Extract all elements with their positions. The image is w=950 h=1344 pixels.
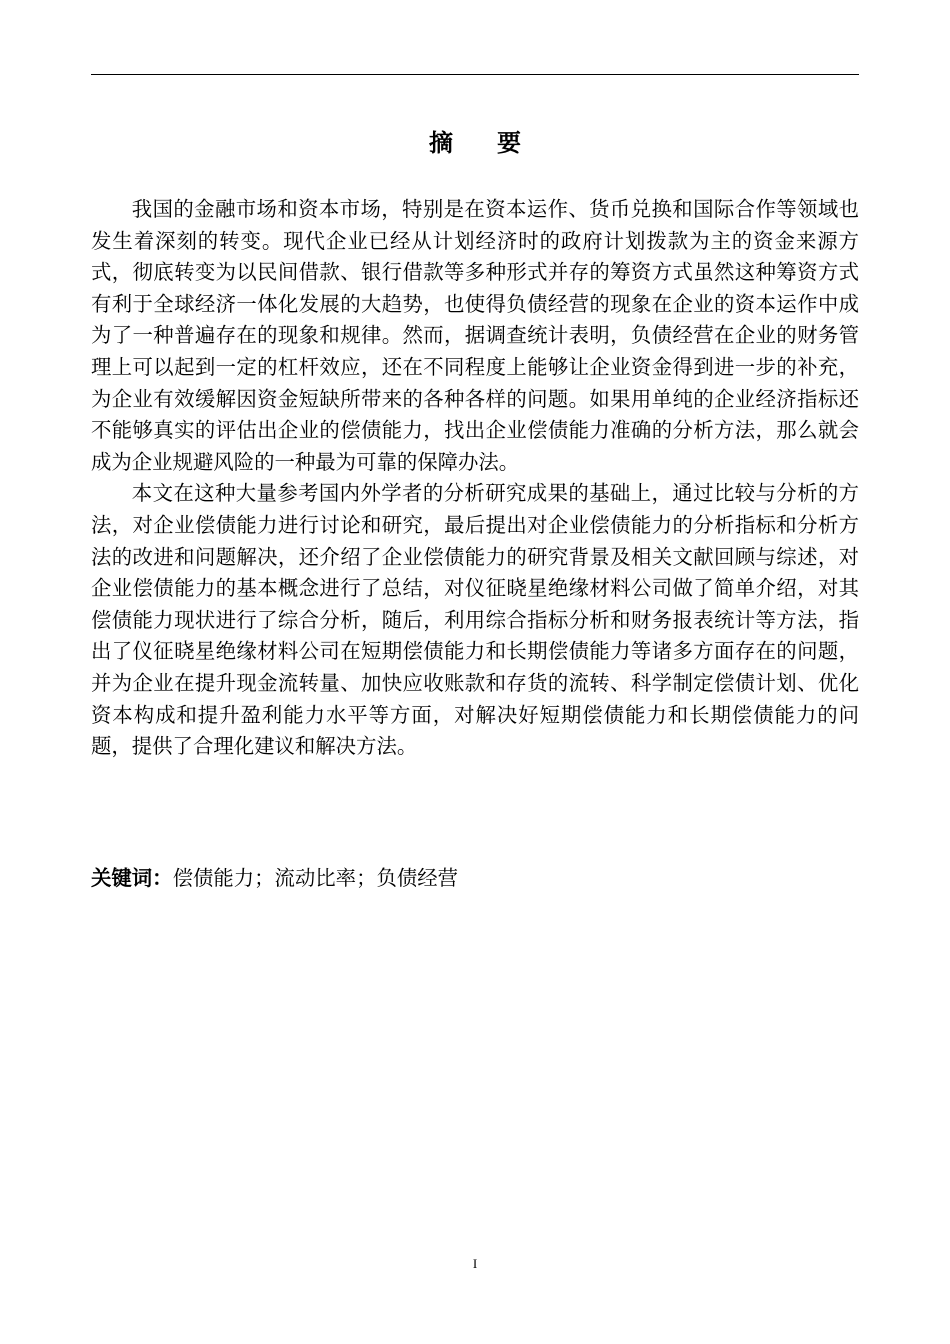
abstract-title: 摘要 (429, 129, 565, 157)
header-rule (91, 74, 859, 75)
keywords-line (91, 862, 859, 894)
abstract-paragraph-1: 我国的金融市场和资本市场，特别是在资本运作、货币兑换和国际合作等领域也发生着深刻的转变。现代企业已经从计划经济时的政府计划拨款为主的资金来源方式，彻底转变为以民间借款、银行借款等多种形式并存的筹资方式虽然这种筹资方式有利于全球经济一体化发展的大趋势，也使得负债经营的现象在企业的资本运作中成为了一种普遍存在的现象和规律。然而，据调查统计表明，负债经营在企业的财务管理上可以起到一定的杠杆效应，还在不同程度上能够让企业资金得到进一步的补充，为企业有效缓解因资金短缺所带来的各种各样的问题。如果用单纯的企业经济指标还不能够真实的评估出企业的偿债能力，找出企业偿债能力准确的分析方法，那么就会成为企业规避风险的一种最为可靠的保障办法。 (91, 197, 859, 474)
keywords-list: 偿债能力；流动比率；负债经营 (172, 866, 459, 890)
page-number: I (472, 1256, 478, 1271)
keywords-label: 关键词： (91, 866, 173, 890)
abstract-paragraph-2: 本文在这种大量参考国内外学者的分析研究成果的基础上，通过比较与分析的方法，对企业偿债能力进行讨论和研究，最后提出对企业偿债能力的分析指标和分析方法的改进和问题解决，还介绍了企业偿债能力的研究背景及相关文献回顾与综述，对企业偿债能力的基本概念进行了总结，对仪征晓星绝缘材料公司做了简单介绍，对其偿债能力现状进行了综合分析，随后，利用综合指标分析和财务报表统计等方法，指出了仪征晓星绝缘材料公司在短期偿债能力和长期偿债能力等诸多方面存在的问题，并为企业在提升现金流转量、加快应收账款和存货的流转、科学制定偿债计划、优化资本构成和提升盈利能力水平等方面，对解决好短期偿债能力和长期偿债能力的问题，提供了合理化建议和解决方法。 (91, 481, 859, 759)
abstract-body (91, 194, 859, 763)
